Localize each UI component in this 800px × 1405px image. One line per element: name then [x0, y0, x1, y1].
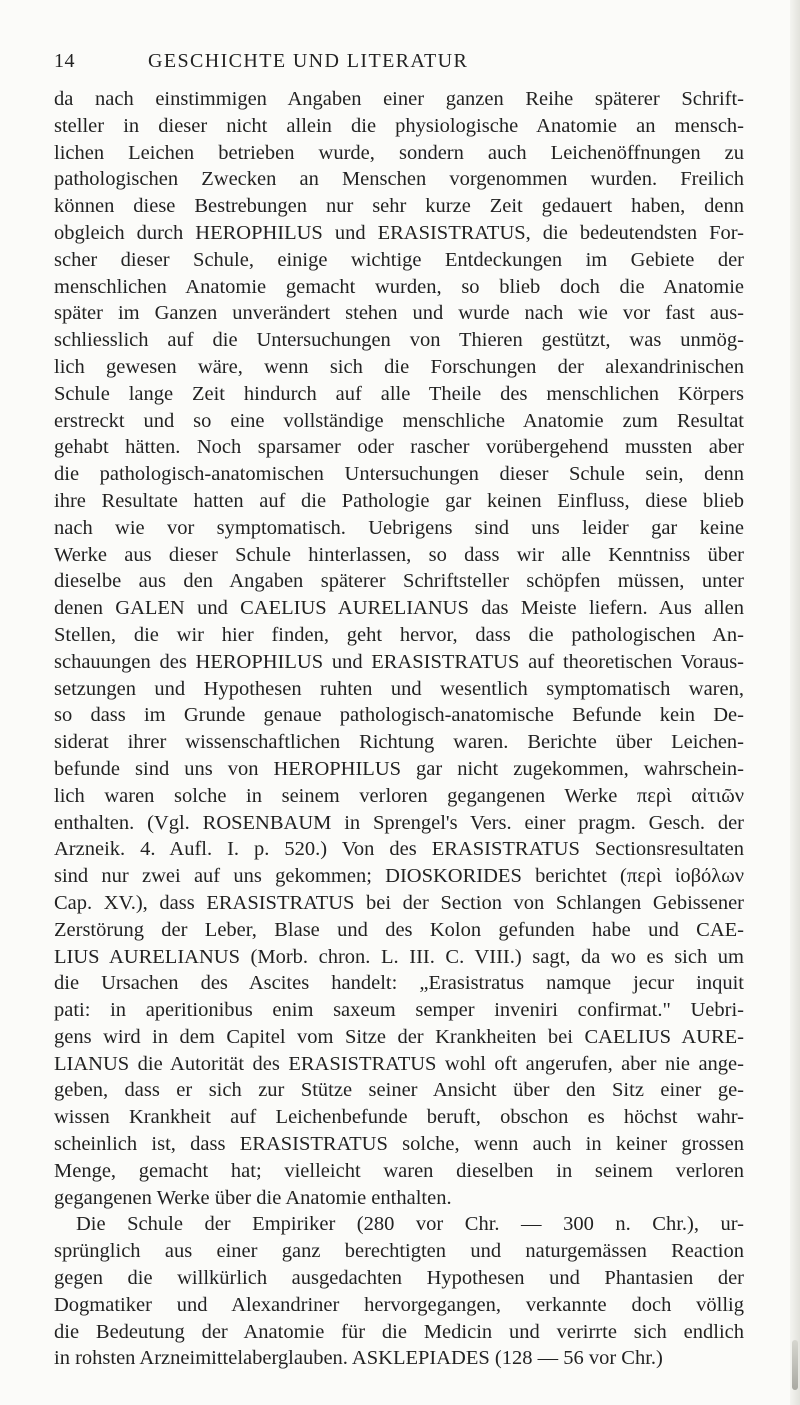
- text-line: schliesslich auf die Untersuchungen von Thieren gestützt, was unmög-: [54, 329, 744, 352]
- text-line: gens wird in dem Capitel vom Sitze der Krankheiten bei CAELIUS AURE-: [54, 1025, 744, 1048]
- text-line: die Bedeutung der Anatomie für die Medicin und verirrte sich endlich: [54, 1320, 744, 1343]
- text-line: gegangenen Werke über die Anatomie enthalten.: [54, 1186, 452, 1209]
- text-line: geben, dass er sich zur Stütze seiner Ansicht über den Sitz einer ge-: [54, 1079, 744, 1102]
- text-line: sind nur zwei auf uns gekommen; DIOSKORIDES berichtet (περὶ ἰοβόλων: [54, 865, 744, 888]
- text-line: setzungen und Hypothesen ruhten und wesentlich symptomatisch waren,: [54, 677, 744, 700]
- text-line: ihre Resultate hatten auf die Pathologie gar keinen Einfluss, diese blieb: [54, 489, 744, 512]
- page-edge-mark: [792, 1340, 798, 1390]
- text-line: dieselbe aus den Angaben späterer Schriftsteller schöpfen müssen, unter: [54, 570, 744, 593]
- text-line: gegen die willkürlich ausgedachten Hypothesen und Phantasien der: [54, 1267, 744, 1290]
- text-line: lich waren solche in seinem verloren gegangenen Werke περὶ αἰτιῶν: [54, 784, 744, 807]
- text-line: steller in dieser nicht allein die physiologische Anatomie an mensch-: [54, 114, 744, 137]
- text-line: menschlichen Anatomie gemacht wurden, so blieb doch die Anatomie: [54, 275, 744, 298]
- text-line: befunde sind uns von HEROPHILUS gar nicht zugekommen, wahrschein-: [54, 757, 744, 780]
- text-line: scheinlich ist, dass ERASISTRATUS solche, wenn auch in keiner grossen: [54, 1133, 744, 1156]
- text-line: gehabt hätten. Noch sparsamer oder rascher vorübergehend mussten aber: [54, 436, 744, 459]
- text-line: Dogmatiker und Alexandriner hervorgegangen, verkannte doch völlig: [54, 1293, 744, 1316]
- page-edge: [790, 0, 800, 1405]
- text-line: später im Ganzen unverändert stehen und wurde nach wie vor fast aus-: [54, 302, 744, 325]
- text-line: nach wie vor symptomatisch. Uebrigens sind uns leider gar keine: [54, 516, 744, 539]
- text-line: die Ursachen des Ascites handelt: „Erasistratus namque jecur inquit: [54, 972, 744, 995]
- text-line: Werke aus dieser Schule hinterlassen, so dass wir alle Kenntniss über: [54, 543, 744, 566]
- page-header: [54, 50, 744, 74]
- text-line: pati: in aperitionibus enim saxeum semper inveniri confirmat." Uebri-: [54, 999, 744, 1022]
- text-line: schauungen des HEROPHILUS und ERASISTRATUS auf theoretischen Voraus-: [54, 650, 744, 673]
- text-line: so dass im Grunde genaue pathologisch-anatomische Befunde kein De-: [54, 704, 744, 727]
- text-line: denen GALEN und CAELIUS AURELIANUS das Meiste liefern. Aus allen: [54, 597, 744, 620]
- text-line: siderat ihrer wissenschaftlichen Richtung waren. Berichte über Leichen-: [54, 731, 744, 754]
- text-line: da nach einstimmigen Angaben einer ganzen Reihe späterer Schrift-: [54, 88, 744, 110]
- text-line: lich gewesen wäre, wenn sich die Forschungen der alexandrinischen: [54, 355, 744, 378]
- text-line: Zerstörung der Leber, Blase und des Kolon gefunden habe und CAE-: [54, 918, 744, 941]
- text-line: LIUS AURELIANUS (Morb. chron. L. III. C. VIII.) sagt, da wo es sich um: [54, 945, 744, 968]
- text-line: wissen Krankheit auf Leichenbefunde beruft, obschon es höchst wahr-: [54, 1106, 744, 1129]
- text-line: in rohsten Arzneimittelaberglauben. ASKLEPIADES (128 — 56 vor Chr.): [54, 1347, 663, 1370]
- text-line: scher dieser Schule, einige wichtige Entdeckungen im Gebiete der: [54, 248, 744, 271]
- text-line: können diese Bestrebungen nur sehr kurze Zeit gedauert haben, denn: [54, 195, 744, 218]
- text-line: Die Schule der Empiriker (280 vor Chr. — 300 n. Chr.), ur-: [76, 1213, 744, 1236]
- text-line: pathologischen Zwecken an Menschen vorgenommen wurden. Freilich: [54, 168, 744, 191]
- page-number: 14: [54, 50, 75, 72]
- text-line: Menge, gemacht hat; vielleicht waren dieselben in seinem verloren: [54, 1159, 744, 1182]
- text-line: Schule lange Zeit hindurch auf alle Theile des menschlichen Körpers: [54, 382, 744, 405]
- text-line: lichen Leichen betrieben wurde, sondern auch Leichenöffnungen zu: [54, 141, 744, 164]
- text-line: sprünglich aus einer ganz berechtigten und naturgemässen Reaction: [54, 1240, 744, 1263]
- text-line: die pathologisch-anatomischen Untersuchungen dieser Schule sein, denn: [54, 463, 744, 486]
- text-line: Cap. XV.), dass ERASISTRATUS bei der Section von Schlangen Gebissener: [54, 891, 744, 914]
- text-line: erstreckt und so eine vollständige menschliche Anatomie zum Resultat: [54, 409, 744, 432]
- text-line: Arzneik. 4. Aufl. I. p. 520.) Von des ERASISTRATUS Sectionsresultaten: [54, 838, 744, 861]
- text-line: enthalten. (Vgl. ROSENBAUM in Sprengel's Vers. einer pragm. Gesch. der: [54, 811, 744, 834]
- text-line: LIANUS die Autorität des ERASISTRATUS wohl oft angerufen, aber nie ange-: [54, 1052, 744, 1075]
- body-text: [54, 86, 744, 1372]
- running-head: GESCHICHTE UND LITERATUR: [148, 50, 469, 72]
- text-line: obgleich durch HEROPHILUS und ERASISTRATUS, die bedeutendsten For-: [54, 221, 744, 244]
- text-line: Stellen, die wir hier finden, geht hervor, dass die pathologischen An-: [54, 623, 744, 646]
